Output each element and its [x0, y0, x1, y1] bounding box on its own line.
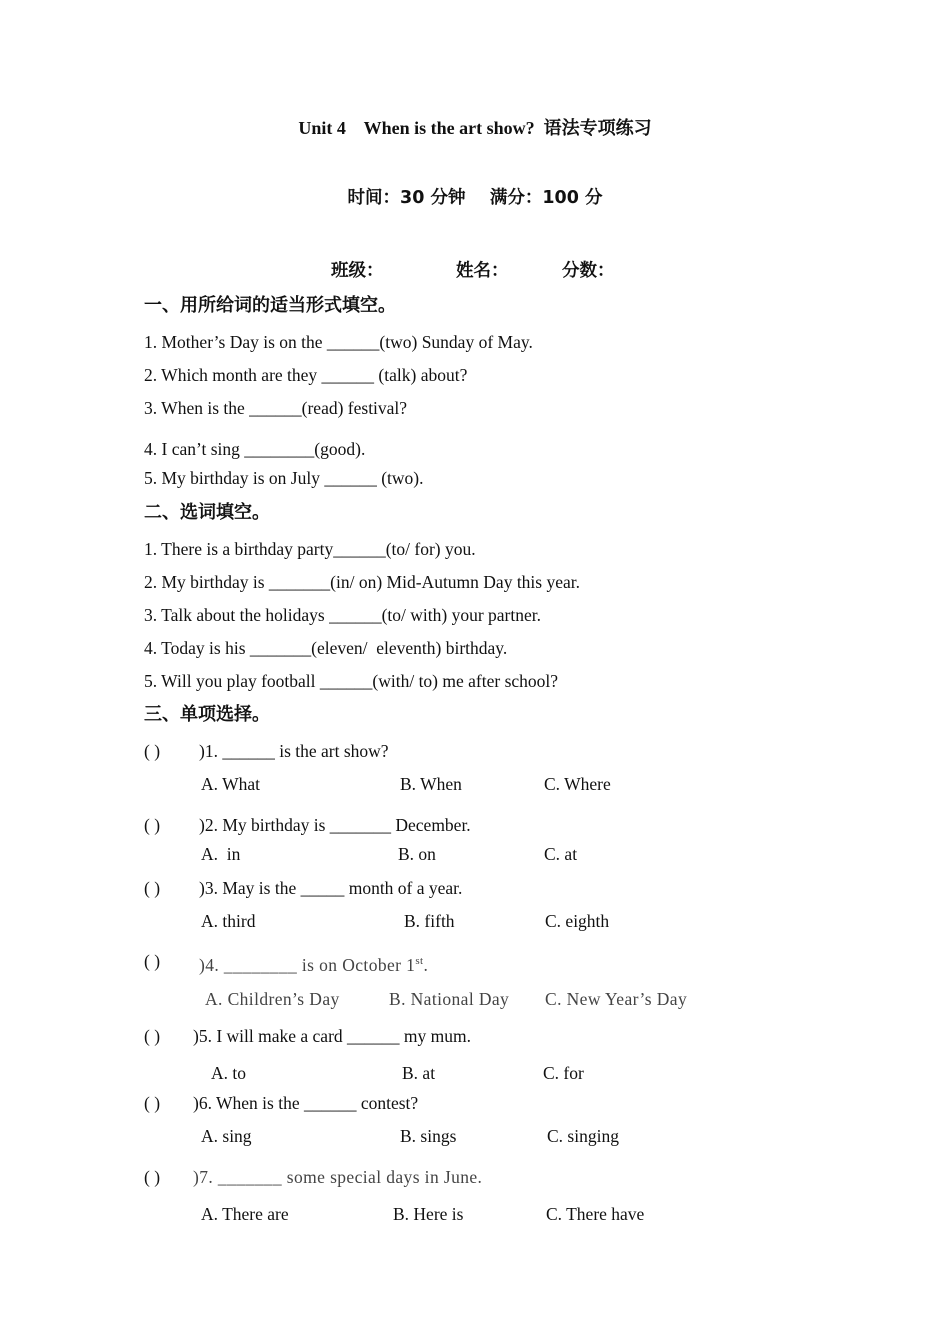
answer-blank: ( ) [144, 1167, 161, 1187]
option-b: B. Here is [393, 1204, 464, 1224]
question-stem: )7. _______ some special days in June. [193, 1167, 483, 1187]
section2-item: 3. Talk about the holidays ______(to/ with) your partner. [144, 605, 541, 625]
option-c: C. Where [544, 774, 611, 794]
option-a: A. What [201, 774, 260, 794]
section1-item: 2. Which month are they ______ (talk) about? [144, 365, 468, 385]
option-c: C. New Year’s Day [545, 989, 688, 1009]
section3-heading: 三、单项选择。 [144, 704, 270, 725]
option-b: B. National Day [389, 989, 510, 1009]
question-stem: )1. ______ is the art show? [199, 741, 389, 761]
option-c: C. eighth [545, 911, 610, 931]
option-a: A. to [211, 1063, 246, 1083]
time-info: 时间：30 分钟 满分：100 分 [347, 188, 603, 208]
answer-blank: ( ) [144, 878, 161, 898]
option-a: A. third [201, 911, 256, 931]
question-stem: )5. I will make a card ______ my mum. [193, 1026, 471, 1046]
section2-item: 2. My birthday is _______(in/ on) Mid-Autumn Day this year. [144, 572, 581, 592]
answer-blank: ( ) [144, 951, 161, 971]
option-a: A. in [201, 844, 241, 864]
option-c: C. There have [546, 1204, 645, 1224]
option-c: C. at [544, 844, 578, 864]
score-label: 分数： [562, 261, 615, 281]
option-b: B. on [398, 844, 436, 864]
question-stem: )6. When is the ______ contest? [193, 1093, 419, 1113]
section1-item: 5. My birthday is on July ______ (two). [144, 468, 424, 488]
section2-item: 5. Will you play football ______(with/ to) me after school? [144, 671, 559, 691]
option-b: B. fifth [404, 911, 455, 931]
option-c: C. singing [547, 1126, 619, 1146]
option-b: B. When [400, 774, 462, 794]
section1-heading: 一、用所给词的适当形式填空。 [144, 295, 396, 316]
question-stem: )2. My birthday is _______ December. [199, 815, 471, 835]
answer-blank: ( ) [144, 741, 161, 761]
section1-item: 4. I can’t sing ________(good). [144, 439, 366, 459]
question-stem: )3. May is the _____ month of a year. [199, 878, 463, 898]
section1-item: 1. Mother’s Day is on the ______(two) Sunday of May. [144, 332, 533, 352]
question-stem: )4. ________ is on October 1st. [199, 954, 429, 975]
option-a: A. Children’s Day [205, 989, 340, 1009]
name-label: 姓名： [456, 261, 509, 281]
section2-item: 1. There is a birthday party______(to/ for) you. [144, 539, 476, 559]
page-title: Unit 4 When is the art show? 语法专项练习 [298, 118, 652, 138]
option-b: B. at [402, 1063, 436, 1083]
section2-item: 4. Today is his _______(eleven/ eleventh) birthday. [144, 638, 508, 658]
option-c: C. for [543, 1063, 584, 1083]
section2-heading: 二、选词填空。 [144, 502, 270, 523]
option-a: A. There are [201, 1204, 289, 1224]
class-label: 班级： [331, 261, 384, 281]
answer-blank: ( ) [144, 815, 161, 835]
answer-blank: ( ) [144, 1093, 161, 1113]
answer-blank: ( ) [144, 1026, 161, 1046]
section1-item: 3. When is the ______(read) festival? [144, 398, 408, 418]
option-b: B. sings [400, 1126, 457, 1146]
option-a: A. sing [201, 1126, 252, 1146]
